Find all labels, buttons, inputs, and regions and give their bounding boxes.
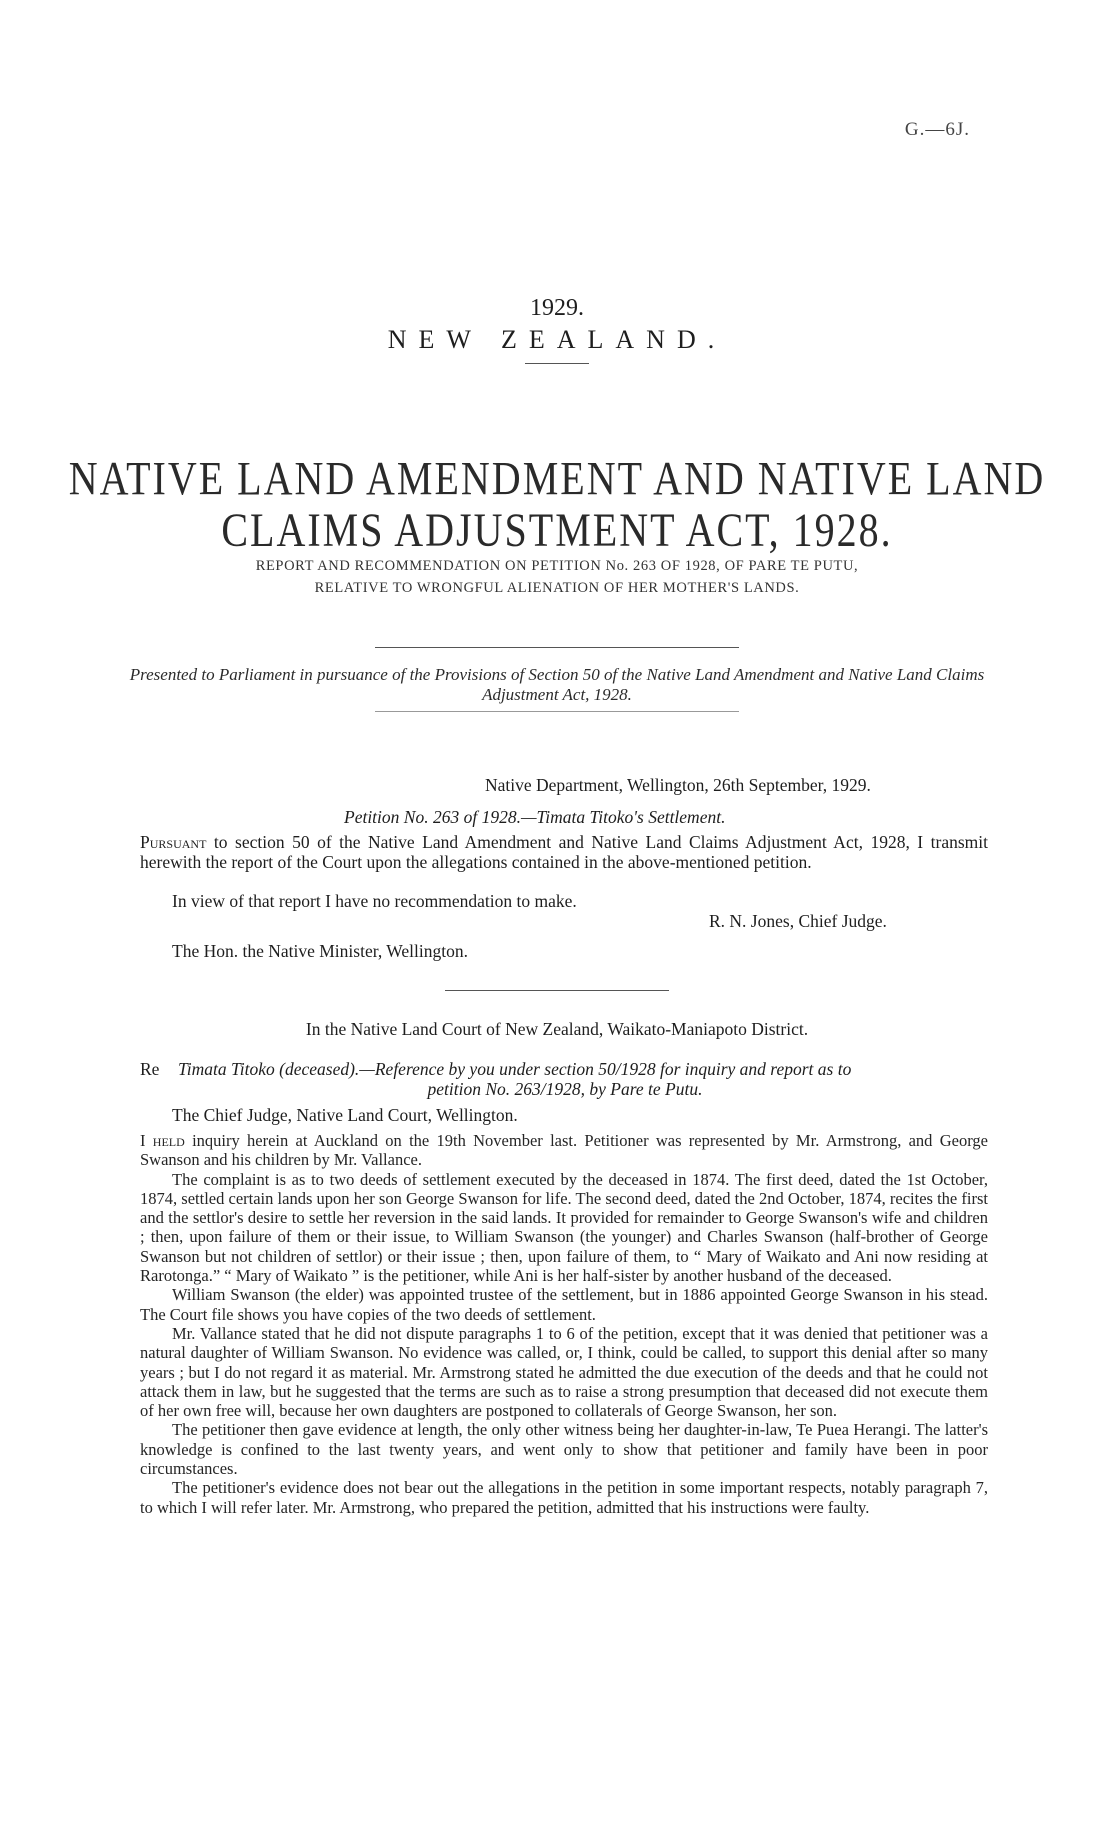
paragraph-text: to section 50 of the Native Land Amendment and Native Land Claims Adjustment Act, 1928, I transmit herewith the report of the Court upon the allegations contained in the above-mentioned petition.: [140, 832, 988, 872]
subtitle-line: REPORT AND RECOMMENDATION ON PETITION No. 263 OF 1928, OF PARE TE PUTU,: [255, 558, 859, 574]
document-reference: G.—6J.: [904, 119, 970, 140]
re-line: Timata Titoko (deceased).—Reference by you under section 50/1928 for inquiry and report as to: [178, 1059, 852, 1079]
chief-judge-address: The Chief Judge, Native Land Court, Wellington.: [172, 1105, 518, 1125]
paragraph: Mr. Vallance stated that he did not dispute paragraphs 1 to 6 of the petition, except that it was denied that petitioner was a natural daughter of William Swanson. No evidence was called, or, I think, could be called, to support this denial after so many years ; but I do not regard it as material. Mr. Armstrong stated he admitted the due execution of the deeds and that he could not attack them in law, but he suggested that the terms are such as to raise a strong presumption that deceased did not execute them of her own free will, because her own daughters are postponed to collaterals of George Swanson, her son.: [140, 1323, 988, 1421]
report-body: [140, 1131, 988, 1517]
lead-word: I held: [140, 1131, 185, 1150]
publication-year: 1929.: [530, 295, 584, 321]
divider: [375, 711, 739, 712]
country-heading: NEW ZEALAND.: [387, 325, 727, 354]
signature: R. N. Jones, Chief Judge.: [709, 911, 887, 931]
paragraph: In view of that report I have no recommendation to make.: [172, 891, 577, 911]
petition-heading: Petition No. 263 of 1928.—Timata Titoko's Settlement.: [344, 807, 726, 827]
re-label: Re: [140, 1059, 160, 1079]
subtitle-line: RELATIVE TO WRONGFUL ALIENATION OF HER MOTHER'S LANDS.: [314, 580, 800, 596]
paragraph-text: inquiry herein at Auckland on the 19th November last. Petitioner was represented by Mr. Armstrong, and George Swanson and his children by Mr. Vallance.: [140, 1131, 988, 1170]
paragraph: [140, 1131, 988, 1170]
addressee: The Hon. the Native Minister, Wellington.: [172, 941, 468, 961]
re-line: petition No. 263/1928, by Pare te Putu.: [427, 1079, 703, 1099]
divider: [375, 647, 739, 648]
court-heading: In the Native Land Court of New Zealand, Waikato-Maniapoto District.: [305, 1019, 809, 1039]
paragraph: [140, 832, 988, 872]
paragraph: The petitioner then gave evidence at length, the only other witness being her daughter-in-law, Te Puea Herangi. The latter's knowledge is confined to the last twenty years, and went only to show that petitioner and family have been in poor circumstances.: [140, 1420, 988, 1479]
presented-note: Presented to Parliament in pursuance of the Provisions of Section 50 of the Native Land Amendment and Native Land Claims Adjustment Act, 1928.: [129, 665, 985, 704]
lead-word: Pursuant: [140, 832, 207, 852]
dept-dateline: Native Department, Wellington, 26th September, 1929.: [485, 775, 871, 795]
divider: [525, 363, 589, 364]
document-title: NATIVE LAND AMENDMENT AND NATIVE LAND CLAIMS ADJUSTMENT ACT, 1928.: [68, 451, 1046, 557]
paragraph: William Swanson (the elder) was appointed trustee of the settlement, but in 1886 appointed George Swanson in his stead. The Court file shows you have copies of the two deeds of settlement.: [140, 1285, 988, 1324]
paragraph: The petitioner's evidence does not bear out the allegations in the petition in some important respects, notably paragraph 7, to which I will refer later. Mr. Armstrong, who prepared the petition, admitted that his instructions were faulty.: [140, 1478, 988, 1517]
paragraph: The complaint is as to two deeds of settlement executed by the deceased in 1874. The first deed, dated the 1st October, 1874, settled certain lands upon her son George Swanson for life. The second deed, dated the 2nd October, 1874, recites the first and the settlor's desire to settle her reversion in the said lands. It provided for remainder to George Swanson's wife and children ; then, upon failure of them or their issue, to William Swanson (the younger) and Charles Swanson (half-brother of George Swanson but not children of settlor) or their issue ; then, upon failure of them, to “ Mary of Waikato and Ani now residing at Rarotonga.” “ Mary of Waikato ” is the petitioner, while Ani is her half-sister by another husband of the deceased.: [140, 1169, 988, 1286]
divider: [445, 990, 669, 991]
document-subtitle: [130, 555, 984, 599]
